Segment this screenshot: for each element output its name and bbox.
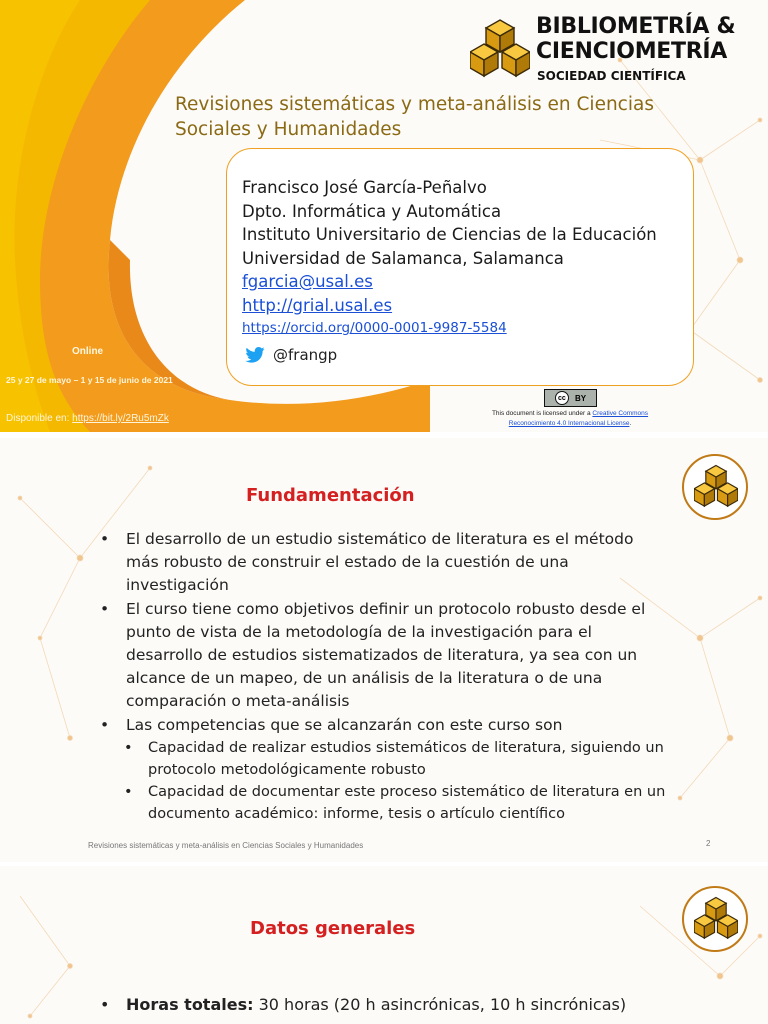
fundamentacion-slide bbox=[0, 438, 768, 862]
logo-badge bbox=[682, 886, 748, 952]
author-email-link[interactable]: fgarcia@usal.es bbox=[242, 272, 373, 291]
brand-line-2: CIENCIOMETRÍA bbox=[536, 39, 727, 64]
twitter-handle[interactable] bbox=[245, 346, 337, 364]
presentation-title: Revisiones sistemáticas y meta-análisis en Ciencias Sociales y Humanidades bbox=[175, 94, 654, 140]
brand-line-1: BIBLIOMETRÍA & bbox=[536, 14, 736, 39]
license-link-name[interactable]: Reconocimiento 4.0 Internacional License bbox=[508, 420, 630, 427]
section-title: Datos generales bbox=[250, 918, 416, 939]
author-website-link[interactable]: http://grial.usal.es bbox=[242, 295, 393, 315]
brand-subtitle: SOCIEDAD CIENTÍFICA bbox=[537, 69, 686, 83]
available-at bbox=[6, 413, 169, 424]
bullet-list bbox=[96, 528, 666, 825]
hex-cube-logo-icon bbox=[694, 896, 738, 944]
brand-name bbox=[536, 14, 735, 64]
logo-badge bbox=[682, 454, 748, 520]
available-link[interactable]: https://bit.ly/2Ru5mZk bbox=[72, 413, 169, 424]
hex-cube-logo-icon bbox=[694, 464, 738, 512]
hex-cube-logo-icon bbox=[470, 18, 530, 84]
datos-generales-slide bbox=[0, 866, 768, 1024]
license-notice bbox=[440, 409, 700, 429]
cc-license-icon[interactable] bbox=[544, 389, 597, 407]
hours-label: Horas totales: bbox=[126, 995, 254, 1014]
sub-bullet-item: • Capacidad de documentar este proceso sistemático de literatura en un documento académico: informe, tesis o artículo científico bbox=[96, 781, 666, 825]
license-suffix: . bbox=[629, 420, 632, 427]
author-name: Francisco José García-Peñalvo bbox=[242, 178, 487, 197]
twitter-bird-icon bbox=[245, 347, 265, 363]
course-dates: 25 y 27 de mayo – 1 y 15 de junio de 2021 bbox=[6, 375, 173, 385]
sub-bullet-item: • Capacidad de realizar estudios sistemáticos de literatura, siguiendo un protocolo metodológicamente robusto bbox=[96, 737, 666, 781]
twitter-handle-text: @frangp bbox=[273, 346, 338, 364]
section-title: Fundamentación bbox=[246, 485, 415, 506]
page-number: 2 bbox=[706, 839, 711, 848]
title-slide bbox=[0, 0, 768, 432]
bullet-item bbox=[96, 995, 626, 1014]
license-prefix: This document is licensed under a bbox=[491, 410, 591, 417]
author-info bbox=[242, 176, 657, 341]
author-department: Dpto. Informática y Automática bbox=[242, 201, 502, 221]
hours-value: 30 horas (20 h asincrónicas, 10 h sincrónicas) bbox=[258, 995, 627, 1014]
author-university: Universidad de Salamanca, Salamanca bbox=[242, 248, 564, 268]
bullet-item: • El desarrollo de un estudio sistemático de literatura es el método más robusto de construir el estado de la cuestión de una investigación bbox=[96, 528, 666, 598]
bullet-item: • Las competencias que se alcanzarán con este curso son bbox=[96, 714, 666, 737]
slide-footer: Revisiones sistemáticas y meta-análisis en Ciencias Sociales y Humanidades bbox=[88, 841, 364, 850]
license-link-cc[interactable]: Creative Commons bbox=[592, 410, 649, 417]
cc-circle-icon: cc bbox=[555, 391, 569, 405]
available-label: Disponible en: bbox=[6, 413, 70, 424]
author-orcid-link[interactable]: https://orcid.org/0000-0001-9987-5584 bbox=[242, 320, 507, 336]
bullet-item: • El curso tiene como objetivos definir un protocolo robusto desde el punto de vista de la metodología de la investigación para el desarrollo de estudios sistematizados de literatura, ya sea con un alcance de un mapeo, de un análisis de la literatura o de una comparación o meta-análisis bbox=[96, 598, 666, 714]
cc-badge-label: BY bbox=[574, 393, 587, 403]
online-label: Online bbox=[72, 346, 104, 357]
author-institute: Instituto Universitario de Ciencias de la Educación bbox=[242, 225, 657, 244]
